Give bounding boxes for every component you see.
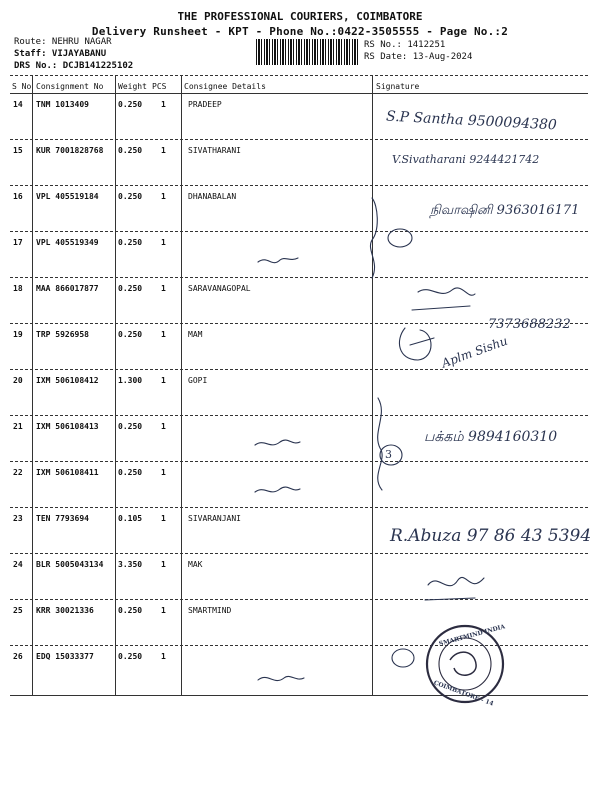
row-consignee: SIVARANJANI: [188, 514, 241, 523]
row-consignee: PRADEEP: [188, 100, 222, 109]
rs-number: RS No.: 1412251: [364, 40, 446, 50]
row-sno: 21: [13, 422, 23, 431]
row-consignee: MAK: [188, 560, 203, 569]
row-sno: 20: [13, 376, 23, 385]
row-separator: [10, 461, 588, 462]
row-consignee: DHANABALAN: [188, 192, 237, 201]
row-pcs: 1: [161, 468, 166, 477]
row-consignment-no: IXM 506108411: [36, 468, 99, 477]
row-weight: 0.250: [118, 238, 143, 247]
header-bottom-rule: [10, 93, 588, 94]
row-sno: 14: [13, 100, 23, 109]
header-top-rule: [10, 75, 588, 76]
row-sno: 18: [13, 284, 23, 293]
row-weight: 0.105: [118, 514, 143, 523]
row-weight: 3.350: [118, 560, 143, 569]
row-separator: [10, 277, 588, 278]
column-divider: [115, 76, 116, 696]
row-pcs: 1: [161, 238, 166, 247]
row-consignee: SARAVANAGOPAL: [188, 284, 251, 293]
handwritten-signature: Aplm Sishu: [439, 333, 510, 371]
handwritten-signature: R.Abuza 97 86 43 5394: [390, 526, 592, 546]
column-divider: [372, 76, 373, 696]
row-weight: 0.250: [118, 652, 143, 661]
staff-label: Staff: VIJAYABANU: [14, 49, 107, 59]
row-sno: 17: [13, 238, 23, 247]
row-separator: [10, 231, 588, 232]
row-consignment-no: VPL 405519184: [36, 192, 99, 201]
row-sno: 24: [13, 560, 23, 569]
col-header-consignment: Consignment No: [36, 82, 104, 91]
row-consignment-no: KRR 30021336: [36, 606, 94, 615]
row-separator: [10, 369, 588, 370]
row-consignee: GOPI: [188, 376, 208, 385]
handwritten-signature: பக்கம் 9894160310: [424, 429, 558, 445]
row-consignment-no: BLR 5005043134: [36, 560, 104, 569]
row-sno: 15: [13, 146, 23, 155]
row-pcs: 1: [161, 330, 166, 339]
row-sno: 26: [13, 652, 23, 661]
column-divider: [181, 76, 182, 696]
col-header-pcs: PCS: [152, 82, 167, 91]
row-consignment-no: VPL 405519349: [36, 238, 99, 247]
stamp-text-top: SMARTMIND INDIA: [438, 623, 506, 648]
row-separator: [10, 645, 588, 646]
row-pcs: 1: [161, 146, 166, 155]
column-divider: [32, 76, 33, 696]
row-consignment-no: MAA 866017877: [36, 284, 99, 293]
row-separator: [10, 599, 588, 600]
row-consignment-no: TRP 5926958: [36, 330, 89, 339]
row-consignee: SMARTMIND: [188, 606, 232, 615]
row-consignment-no: TNM 1013409: [36, 100, 89, 109]
row-separator: [10, 553, 588, 554]
row-weight: 0.250: [118, 192, 143, 201]
row-weight: 0.250: [118, 100, 143, 109]
barcode-image: [256, 39, 358, 65]
row-consignee: MAM: [188, 330, 203, 339]
row-sno: 22: [13, 468, 23, 477]
row-pcs: 1: [161, 514, 166, 523]
rs-date: RS Date: 13-Aug-2024: [364, 52, 473, 62]
route-label: Route: NEHRU NAGAR: [14, 37, 112, 47]
row-sno: 16: [13, 192, 23, 201]
row-weight: 0.250: [118, 606, 143, 615]
row-sno: 23: [13, 514, 23, 523]
circled-number: 3: [385, 448, 392, 461]
col-header-consignee: Consignee Details: [184, 82, 266, 91]
table-bottom-rule: [10, 695, 588, 696]
runsheet-subtitle: Delivery Runsheet - KPT - Phone No.:0422-3505555 - Page No.:2: [91, 25, 509, 38]
row-consignment-no: TEN 7793694: [36, 514, 89, 523]
row-separator: [10, 139, 588, 140]
row-pcs: 1: [161, 376, 166, 385]
row-consignment-no: IXM 506108413: [36, 422, 99, 431]
col-header-signature: Signature: [376, 82, 420, 91]
handwritten-signature: S.P Santha 9500094380: [385, 108, 558, 134]
row-pcs: 1: [161, 100, 166, 109]
row-separator: [10, 507, 588, 508]
row-sno: 19: [13, 330, 23, 339]
drs-number: DRS No.: DCJB141225102: [14, 61, 134, 71]
row-weight: 0.250: [118, 468, 143, 477]
row-consignee: SIVATHARANI: [188, 146, 241, 155]
row-weight: 1.300: [118, 376, 143, 385]
col-header-sno: S No: [12, 82, 32, 91]
row-pcs: 1: [161, 652, 166, 661]
stamp-text-bottom: COIMBATORE - 14: [432, 679, 495, 708]
row-consignment-no: IXM 506108412: [36, 376, 99, 385]
row-separator: [10, 415, 588, 416]
handwritten-signature: நிவாஷினி 9363016171: [430, 203, 580, 218]
row-separator: [10, 185, 588, 186]
row-pcs: 1: [161, 284, 166, 293]
col-header-weight: Weight: [118, 82, 147, 91]
row-weight: 0.250: [118, 284, 143, 293]
handwritten-signature: V.Sivatharani 9244421742: [392, 153, 540, 166]
row-pcs: 1: [161, 422, 166, 431]
row-weight: 0.250: [118, 330, 143, 339]
row-weight: 0.250: [118, 422, 143, 431]
handwritten-phone: 7373688232: [488, 317, 571, 332]
row-consignment-no: EDQ 15033377: [36, 652, 94, 661]
document-title: THE PROFESSIONAL COURIERS, COIMBATORE: [177, 10, 423, 23]
row-pcs: 1: [161, 606, 166, 615]
row-consignment-no: KUR 7001828768: [36, 146, 104, 155]
row-pcs: 1: [161, 192, 166, 201]
row-pcs: 1: [161, 560, 166, 569]
row-weight: 0.250: [118, 146, 143, 155]
row-sno: 25: [13, 606, 23, 615]
